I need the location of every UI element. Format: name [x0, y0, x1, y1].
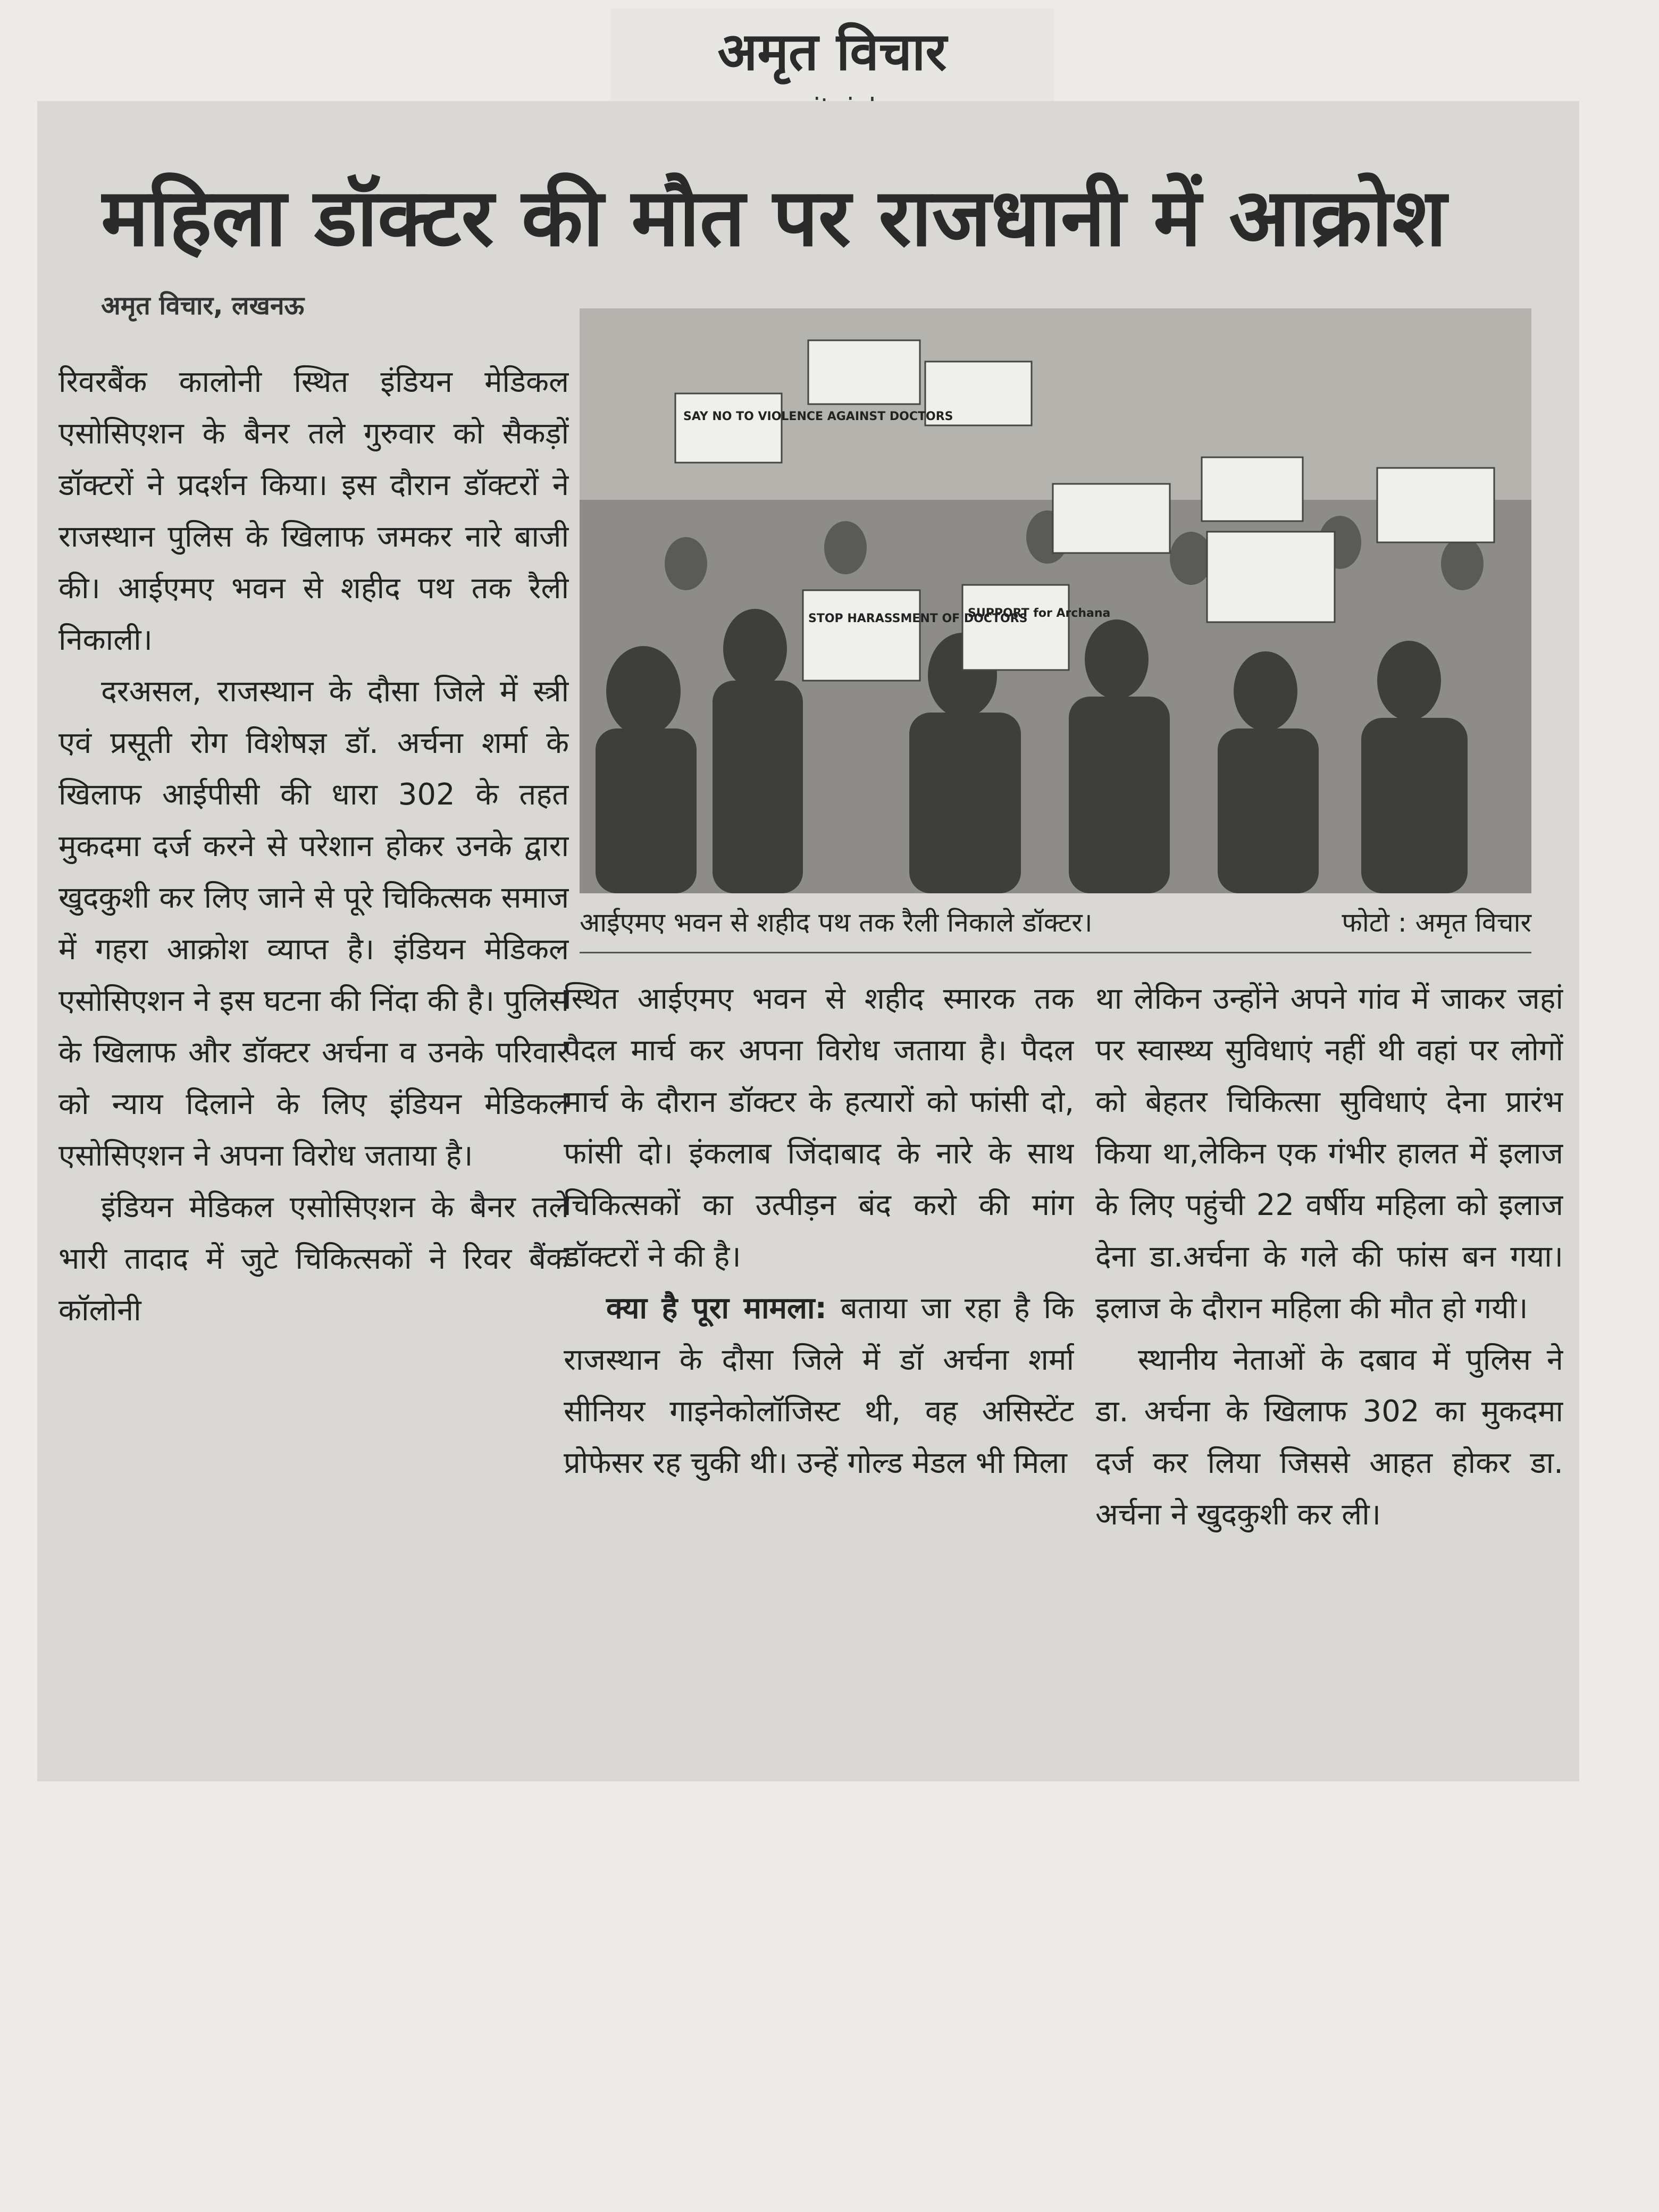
photo-credit: फोटो : अमृत विचार [1342, 907, 1531, 938]
rally-photo [580, 308, 1531, 893]
subheading: क्या है पूरा मामला: [606, 1291, 827, 1326]
paragraph-text: बताया जा रहा है कि राजस्थान के दौसा जिले में डॉ अर्चना शर्मा सीनियर गाइनेकोलॉजिस्ट थी, वह असिस्टेंट प्रोफेसर रह चुकी थी। उन्हें गोल्ड मेडल भी मिला [564, 1291, 1074, 1480]
placard-text: SAY NO TO VIOLENCE AGAINST DOCTORS [683, 410, 953, 423]
paragraph: दरअसल, राजस्थान के दौसा जिले में स्त्री एवं प्रसूती रोग विशेषज्ञ डॉ. अर्चना शर्मा के खिलाफ आईपीसी की धारा 302 के तहत मुकदमा दर्ज करने से परेशान होकर उनके द्वारा खुदकुशी कर लिए जाने से पूरे चिकित्सक समाज में गहरा आक्रोश व्याप्त है। इंडियन मेडिकल एसोसिएशन ने इस घटना की निंदा की है। पुलिस के खिलाफ और डॉक्टर अर्चना व उनके परिवार को न्याय दिलाने के लिए इंडियन मेडिकल एसोसिएशन ने अपना विरोध जताया है। [58, 674, 569, 1173]
article-column-1 [58, 356, 569, 1728]
byline: अमृत विचार, लखनऊ [101, 291, 305, 321]
paragraph: रिवरबैंक कालोनी स्थित इंडियन मेडिकल एसोसिएशन के बैनर तले गुरुवार को सैकड़ों डॉक्टरों ने प्रदर्शन किया। इस दौरान डॉक्टरों ने राजस्थान पुलिस के खिलाफ जमकर नारे बाजी की। आईएमए भवन से शहीद पथ तक रैली निकाली। [58, 365, 569, 657]
paragraph: था लेकिन उन्होंने अपने गांव में जाकर जहां पर स्वास्थ्य सुविधाएं नहीं थी वहां पर लोगों को बेहतर चिकित्सा सुविधाएं देना प्रारंभ किया था,लेकिन एक गंभीर हालत में इलाज के लिए पहुंची 22 वर्षीय महिला को इलाज देना डा.अर्चना के गले की फांस बन गया। इलाज के दौरान महिला की मौत हो गयी। [1095, 982, 1563, 1326]
paragraph: स्थानीय नेताओं के दबाव में पुलिस ने डा. अर्चना के खिलाफ 302 का मुकदमा दर्ज कर लिया जिससे आहत होकर डा. अर्चना ने खुदकुशी कर ली। [1095, 1343, 1563, 1532]
placard-text: STOP HARASSMENT OF DOCTORS [808, 612, 1028, 625]
newspaper-clipping [37, 101, 1579, 1781]
caption-divider [580, 952, 1531, 953]
headline: महिला डॉक्टर की मौत पर राजधानी में आक्रोश [101, 172, 1447, 264]
placard-text: SUPPORT for Archana [968, 607, 1111, 620]
paragraph: स्थित आईएमए भवन से शहीद स्मारक तक पैदल मार्च कर अपना विरोध जताया है। पैदल मार्च के दौरान डॉक्टर के हत्यारों को फांसी दो, फांसी दो। इंकलाब जिंदाबाद के नारे के साथ चिकित्सकों का उत्पीड़न बंद करो की मांग डॉक्टरों ने की है। [564, 982, 1074, 1274]
photo-caption: आईएमए भवन से शहीद पथ तक रैली निकाले डॉक्टर। [580, 907, 1093, 938]
article-column-3 [1095, 973, 1563, 1707]
article-column-2 [564, 973, 1074, 1707]
rally-photo-image [580, 308, 1531, 893]
paragraph-with-subhead [564, 1283, 1074, 1489]
paragraph: इंडियन मेडिकल एसोसिएशन के बैनर तले भारी तादाद में जुटे चिकित्सकों ने रिवर बैंक कॉलोनी [58, 1190, 569, 1328]
newspaper-name: अमृत विचार [717, 21, 947, 82]
